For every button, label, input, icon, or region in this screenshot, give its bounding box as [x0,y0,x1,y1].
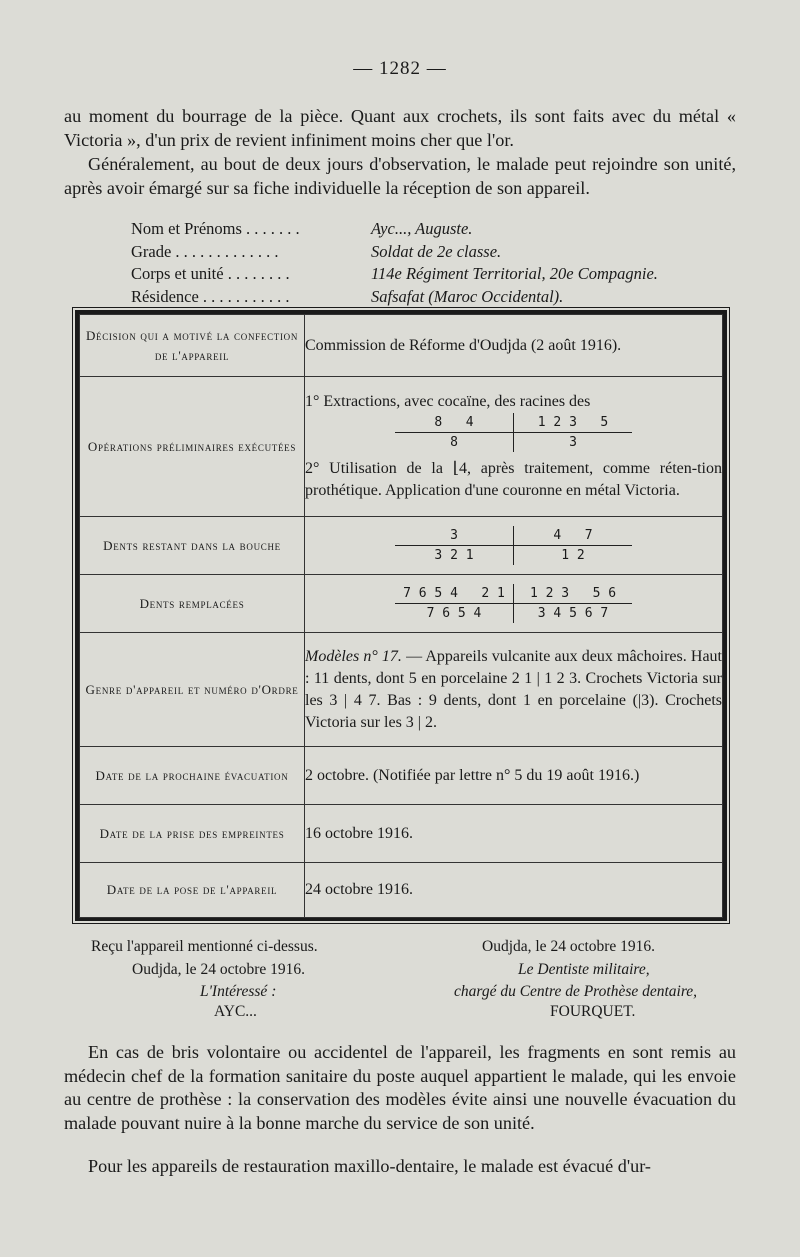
dentist-role: chargé du Centre de Prothèse dentaire, [454,983,698,1000]
row-label: Date de la prise des empreintes [80,805,305,863]
row-value: 24 octobre 1916. [305,863,723,918]
table-row [80,575,723,633]
row-label: Dents remplacées [80,575,305,633]
dentist-title: Le Dentiste militaire, [518,961,650,978]
paragraph-observation: Généralement, au bout de deux jours d'observation, le malade peut rejoindre son unité, après avoir émargé sur sa fiche individuelle la réception de son appareil. [64,154,736,198]
paragraph-restoration: Pour les appareils de restauration maxillo-dentaire, le malade est évacué d'ur- [88,1156,651,1176]
info-label: Corps et unité . . . . . . . . [131,264,290,283]
info-value: 114e Régiment Territorial, 20e Compagnie. [371,264,658,283]
row-value: 16 octobre 1916. [305,805,723,863]
formula-left [395,584,514,623]
info-value: Safsafat (Maroc Occidental). [371,286,564,306]
info-value: Ayc..., Auguste. [371,219,473,238]
dental-formula [305,526,722,565]
row-label: Opérations préliminaires exécutées [80,377,305,517]
formula-top-right: 4 7 [514,526,632,546]
formula-top-right: 1 2 3 5 [514,413,632,433]
row-label: Dents restant dans la bouche [80,517,305,575]
appliance-record-table [75,310,727,921]
formula-top-left: 7 6 5 4 2 1 [395,584,514,604]
row-value [305,633,723,747]
formula-bottom-right: 1 2 [561,548,585,563]
dentist-signature: FOURQUET. [550,1003,636,1020]
dental-formula [305,584,722,623]
formula-bottom-left: 8 [395,433,514,452]
receipt-line: Reçu l'appareil mentionné ci-dessus. [91,938,318,955]
table-row [80,863,723,918]
row-value [305,517,723,575]
table-row [80,517,723,575]
table-row [80,747,723,805]
info-row-grade [131,241,658,264]
row-label: Décision qui a motivé la confection de l'appareil [80,315,305,377]
row-label: Date de la pose de l'appareil [80,863,305,918]
info-row-unit [131,263,658,286]
row-value: Commission de Réforme d'Oudjda (2 août 1916). [305,315,723,377]
formula-bottom-right: 3 4 5 6 7 [537,606,609,621]
info-row-residence [131,286,658,309]
paragraph-crochets: au moment du bourrage de la pièce. Quant aux crochets, ils sont faits avec du métal « Victoria », d'un prix de revient infiniment moins cher que l'or. [64,106,736,150]
record-grid [79,314,723,918]
patient-signature: AYC... [214,1003,257,1020]
row-value: 2 octobre. (Notifiée par lettre n° 5 du 19 août 1916.) [305,747,723,805]
table-row [80,633,723,747]
page-number: — 1282 — [353,58,447,79]
row-value [305,377,723,517]
formula-left [395,413,514,452]
patient-info [131,218,658,308]
info-row-name [131,218,658,241]
formula-top-left: 8 4 [395,413,514,433]
patient-place-date: Oudjda, le 24 octobre 1916. [132,961,306,978]
formula-top-left: 3 [395,526,514,546]
table-row [80,805,723,863]
row-label: Date de la prochaine évacuation [80,747,305,805]
dentist-place-date: Oudjda, le 24 octobre 1916. [482,938,656,955]
table-row [80,315,723,377]
operation-item-1: 1° Extractions, avec cocaïne, des racines des [305,393,591,410]
formula-bottom-left: 7 6 5 4 [395,604,514,623]
info-label: Nom et Prénoms . . . . . . . [131,219,300,238]
patient-role: L'Intéressé : [200,983,277,1000]
model-number: Modèles n° 17. [305,647,402,665]
formula-top-right: 1 2 3 5 6 [514,584,632,604]
table-row [80,377,723,517]
info-label: Résidence . . . . . . . . . . . [131,286,290,306]
formula-right [514,413,632,452]
dental-formula [305,413,722,452]
row-value [305,575,723,633]
info-value: Soldat de 2e classe. [371,241,502,261]
formula-bottom-left: 3 2 1 [395,546,514,565]
formula-left [395,526,514,565]
formula-bottom-right: 3 [569,435,577,450]
paragraph-breakage: En cas de bris volontaire ou accidentel de l'appareil, les fragments en sont remis au médecin chef de la formation sanitaire du poste auquel appartient le malade, qui les envoie au centre de prothèse : la conservation des modèles évite ainsi une nouvelle évacuation du malade pouvant nuire à la bonne marche du service de son unité. [64,1042,736,1133]
operation-item-2: 2° Utilisation de la ⌊4, après traitement, comme réten-tion prothétique. Application d'une couronne en métal Victoria. [305,460,722,499]
appliance-description: — Appareils vulcanite aux deux mâchoires. Haut : 11 dents, dont 5 en porcelaine 2 1 | 1 2 3. Crochets Victoria sur les 3 | 4 7. Bas : 9 dents, dont 1 en porcelaine (|3). Crochets Victoria sur les 3 | 2. [305,647,723,731]
formula-right [514,526,632,565]
formula-right [514,584,632,623]
info-label: Grade . . . . . . . . . . . . . [131,241,279,261]
row-label: Genre d'appareil et numéro d'Ordre [80,633,305,747]
